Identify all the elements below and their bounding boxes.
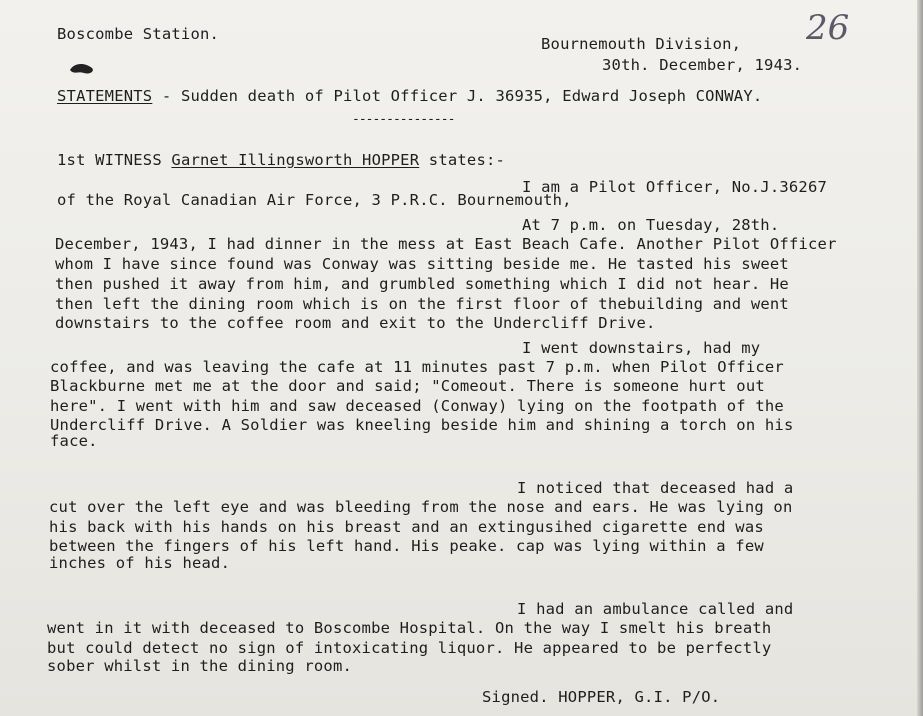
statements-title (57, 86, 762, 106)
witness-label-prefix: 1st WITNESS (57, 151, 162, 169)
statement-line: of the Royal Canadian Air Force, 3 P.R.C. Bournemouth, (57, 191, 572, 209)
statement-line: inches of his head. (49, 554, 231, 572)
witness-heading (57, 150, 505, 170)
statement-line: sober whilst in the dining room. (47, 657, 353, 675)
statement-line: I noticed that deceased had a (517, 479, 794, 497)
statement-line: whom I have since found was Conway was sitting beside me. He tasted his sweet (55, 255, 789, 273)
witness-label-suffix: states:- (428, 151, 506, 169)
statement-line: I went downstairs, had my (522, 339, 761, 357)
statement-line: Undercliff Drive. A Soldier was kneeling beside him and shining a torch on his (50, 416, 794, 434)
statements-subject: - Sudden death of Pilot Officer J. 36935, Edward Joseph CONWAY. (161, 87, 763, 105)
statement-line: At 7 p.m. on Tuesday, 28th. (522, 216, 780, 234)
title-underline-dashes: --------------- (352, 112, 455, 127)
statement-line: between the fingers of his left hand. His peake. cap was lying within a few (49, 537, 764, 555)
witness-name: Garnet Illingsworth HOPPER (171, 151, 420, 169)
statement-line: his back with his hands on his breast and an extingusihed cigarette end was (49, 518, 764, 536)
statement-line: went in it with deceased to Boscombe Hospital. On the way I smelt his breath (47, 619, 772, 637)
statement-line: I am a Pilot Officer, No.J.36267 (522, 178, 828, 196)
statements-label: STATEMENTS (57, 87, 153, 105)
statement-line: here". I went with him and saw deceased (Conway) lying on the footpath of the (50, 397, 784, 415)
document-date: 30th. December, 1943. (602, 56, 803, 74)
page-edge-shadow (917, 0, 923, 716)
division-heading: Bournemouth Division, (541, 35, 742, 53)
statement-line: then pushed it away from him, and grumbled something which I did not hear. He (55, 275, 789, 293)
ink-blot-mark (68, 62, 96, 76)
statement-line: I had an ambulance called and (517, 600, 794, 618)
statement-line: Blackburne met me at the door and said; "Comeout. There is someone hurt out (50, 377, 765, 395)
statement-line: cut over the left eye and was bleeding from the nose and ears. He was lying on (49, 498, 793, 516)
station-heading: Boscombe Station. (57, 25, 220, 43)
statement-line: but could detect no sign of intoxicating liquor. He appeared to be perfectly (47, 639, 772, 657)
statement-line: face. (50, 432, 98, 450)
statement-line: downstairs to the coffee room and exit to the Undercliff Drive. (55, 314, 656, 332)
folio-number: 26 (806, 8, 850, 48)
statement-line: December, 1943, I had dinner in the mess at East Beach Cafe. Another Pilot Officer (55, 235, 837, 253)
statement-line: coffee, and was leaving the cafe at 11 minutes past 7 p.m. when Pilot Officer (50, 358, 784, 376)
statement-line: then left the dining room which is on the first floor of thebuilding and went (55, 295, 789, 313)
signature-line: Signed. HOPPER, G.I. P/O. (482, 688, 721, 706)
